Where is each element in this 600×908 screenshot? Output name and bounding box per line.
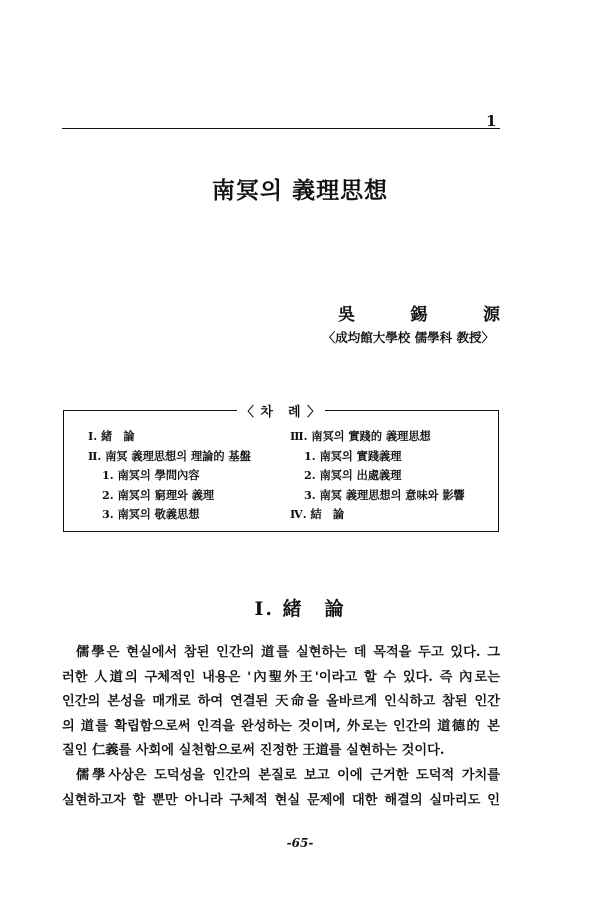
body-line: 실현하고자 할 뿐만 아니라 구체적 현실 문제에 대한 해결의 실마리도 인	[62, 792, 500, 808]
body-line: 러한 人道의 구체적인 내용은 '內聖外王'이라고 할 수 있다. 즉 內로는	[62, 669, 500, 685]
body-line: 의 道를 확립함으로써 인격을 완성하는 것이며, 外로는 인간의 道德的 본	[62, 718, 500, 734]
toc-item: 1. 南冥의 學問內容	[102, 468, 200, 482]
body-line: 인간의 본성을 매개로 하여 연결된 天命을 올바르게 인식하고 참된 인간	[62, 694, 500, 710]
toc-item: 2. 南冥의 出處義理	[304, 468, 402, 482]
body-line: 儒學사상은 도덕성을 인간의 본질로 보고 이에 근거한 도덕적 가치를	[76, 767, 500, 783]
body-line: 질인 仁義를 사회에 실천함으로써 진정한 王道를 실현하는 것이다.	[62, 743, 445, 759]
header-rule	[62, 128, 500, 129]
author-name	[338, 300, 500, 325]
author-affiliation: 〈成均館大學校 儒學科 教授〉	[322, 330, 494, 345]
toc-heading-wrap	[64, 401, 498, 420]
toc-left-column	[88, 427, 251, 525]
toc-right-column	[290, 427, 465, 525]
author-char: 吳	[338, 305, 355, 325]
toc-item: Ⅰ. 緒 論	[88, 429, 135, 443]
toc-item: 1. 南冥의 實踐義理	[304, 448, 402, 463]
author-char: 源	[483, 305, 500, 325]
toc-item: 3. 南冥의 敬義思想	[102, 507, 200, 521]
section-heading: Ⅰ. 緒 論	[254, 598, 346, 620]
toc-item: Ⅲ. 南冥의 實踐的 義理思想	[290, 429, 431, 443]
page-header-number: 1	[486, 112, 497, 130]
page-footer-number: -65-	[286, 836, 314, 850]
article-title: 南冥의 義理思想	[211, 177, 389, 204]
toc-item: 3. 南冥 義理思想의 意味와 影響	[304, 487, 465, 502]
body-text	[62, 641, 500, 813]
author-char: 錫	[410, 305, 428, 325]
body-line: 儒學은 현실에서 참된 인간의 道를 실현하는 데 목적을 두고 있다. 그	[76, 645, 500, 660]
toc-heading: 〈 차 례 〉	[237, 405, 325, 420]
toc-item: Ⅱ. 南冥 義理思想의 理論的 基盤	[88, 448, 251, 463]
toc-item: Ⅳ. 結 論	[290, 507, 345, 521]
toc-item: 2. 南冥의 窮理와 義理	[102, 487, 215, 502]
table-of-contents	[63, 405, 499, 532]
